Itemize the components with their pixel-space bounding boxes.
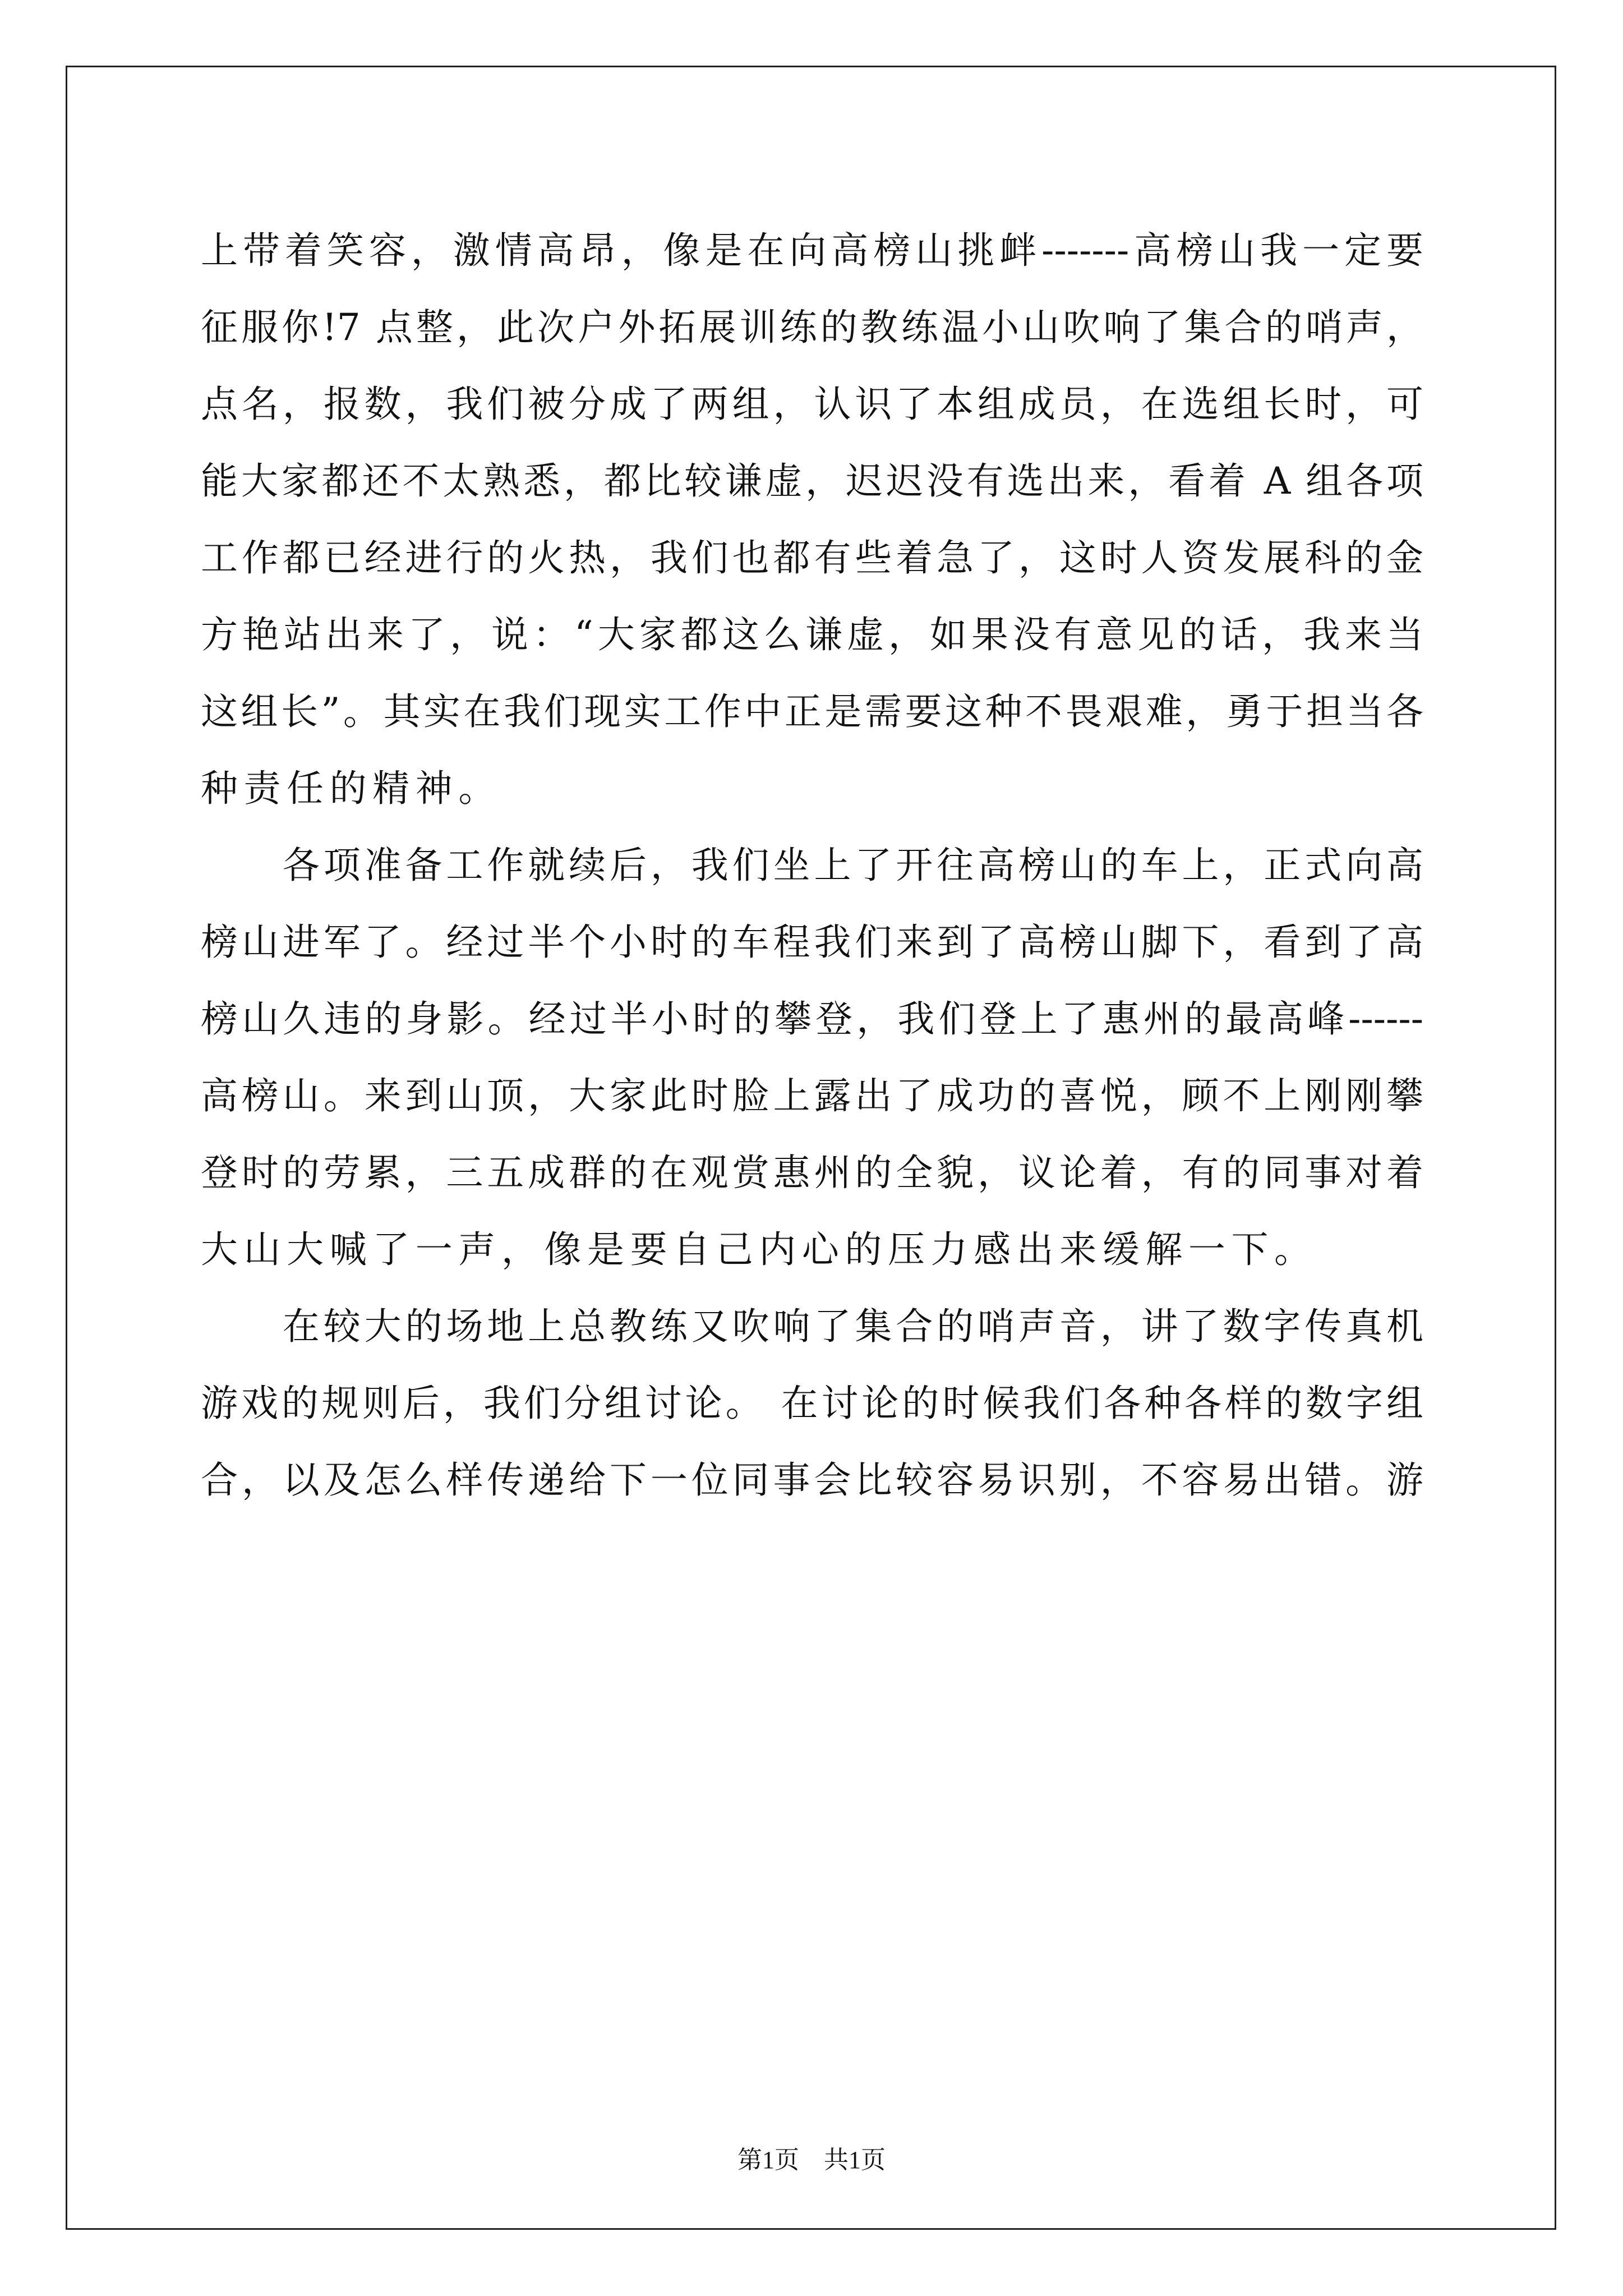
text-line: 这组长”。其实在我们现实工作中正是需要这种不畏艰难，勇于担当各 [201,690,1423,733]
text-line: 能大家都还不太熟悉，都比较谦虚，迟迟没有选出来，看着 A 组各项 [201,459,1423,503]
text-line: 合，以及怎么样传递给下一位同事会比较容易识别，不容易出错。游 [201,1458,1423,1502]
text-line: 各项准备工作就续后，我们坐上了开往高榜山的车上，正式向高 [201,844,1423,887]
text-line: 种责任的精神。 [201,767,501,810]
text-line: 大山大喊了一声，像是要自己内心的压力感出来缓解一下。 [201,1228,1317,1271]
text-line: 征服你!7 点整，此次户外拓展训练的教练温小山吹响了集合的哨声， [201,306,1423,349]
text-line: 上带着笑容，激情高昂，像是在向高榜山挑衅-------高榜山我一定要 [201,229,1423,272]
text-line: 工作都已经进行的火热，我们也都有些着急了，这时人资发展科的金 [201,536,1423,579]
page-footer: 第1页 共1页 [737,2146,886,2174]
text-line: 在较大的场地上总教练又吹响了集合的哨声音，讲了数字传真机 [201,1305,1423,1348]
text-line: 点名，报数，我们被分成了两组，认识了本组成员，在选组长时，可 [201,383,1423,426]
text-line: 高榜山。来到山顶，大家此时脸上露出了成功的喜悦，顾不上刚刚攀 [201,1074,1423,1117]
text-line: 榜山久违的身影。经过半小时的攀登，我们登上了惠州的最高峰------ [201,997,1423,1041]
text-line: 方艳站出来了，说：“大家都这么谦虚，如果没有意见的话，我来当 [201,613,1423,656]
text-line: 榜山进军了。经过半个小时的车程我们来到了高榜山脚下，看到了高 [201,921,1423,964]
text-line: 登时的劳累，三五成群的在观赏惠州的全貌，议论着，有的同事对着 [201,1151,1423,1194]
body-text [201,212,1423,1519]
text-line: 游戏的规则后，我们分组讨论。 在讨论的时候我们各种各样的数字组 [201,1382,1423,1425]
